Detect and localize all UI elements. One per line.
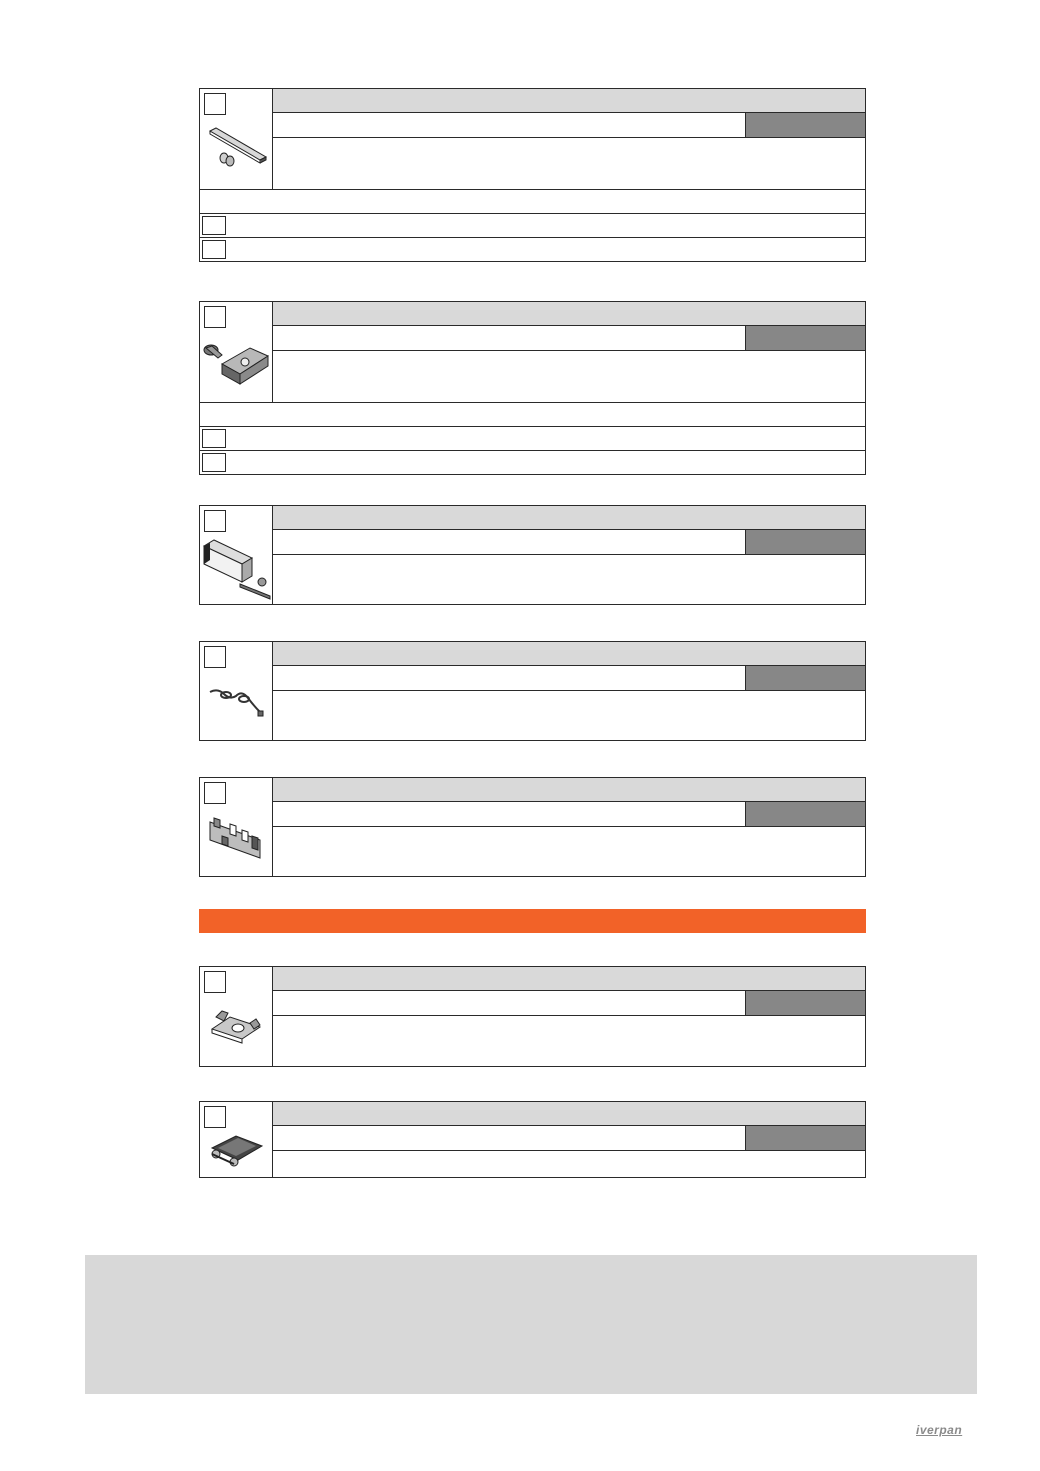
- variant-row: [200, 450, 865, 474]
- variant-header-row: [200, 189, 865, 213]
- cable-icon: [200, 642, 273, 740]
- variant-checkbox[interactable]: [202, 216, 226, 235]
- rail-profile-icon: [200, 89, 273, 189]
- variant-checkbox[interactable]: [202, 453, 226, 472]
- variant-row: [200, 237, 865, 261]
- product-code: [745, 666, 865, 690]
- product-block-1: [199, 88, 866, 262]
- variant-checkbox[interactable]: [202, 240, 226, 259]
- damper-unit-icon: [200, 302, 273, 402]
- product-code: [745, 326, 865, 350]
- product-details: [273, 1016, 865, 1066]
- product-title-row: [273, 642, 865, 666]
- product-image-6: [200, 967, 273, 1066]
- product-code: [745, 530, 865, 554]
- variant-checkbox[interactable]: [202, 429, 226, 448]
- product-title-row: [273, 1102, 865, 1126]
- product-image-2: [200, 302, 273, 402]
- product-details: [273, 827, 865, 876]
- product-image-7: [200, 1102, 273, 1177]
- product-code: [745, 1126, 865, 1150]
- product-code: [745, 991, 865, 1015]
- roller-plate-icon: [200, 1102, 273, 1177]
- product-title-row: [273, 967, 865, 991]
- product-image-4: [200, 642, 273, 740]
- product-title-row: [273, 506, 865, 530]
- product-block-5: [199, 777, 866, 877]
- product-block-3: [199, 505, 866, 605]
- product-details: [273, 138, 865, 189]
- product-block-2: [199, 301, 866, 475]
- product-details: [273, 1151, 865, 1177]
- product-description: [273, 113, 745, 137]
- product-description: [273, 991, 745, 1015]
- product-title-row: [273, 302, 865, 326]
- variant-row: [200, 426, 865, 450]
- brand-logo: iverpan: [916, 1423, 963, 1437]
- product-block-7: [199, 1101, 866, 1178]
- product-description: [273, 666, 745, 690]
- product-block-6: [199, 966, 866, 1067]
- product-title-row: [273, 89, 865, 113]
- clip-icon: [200, 967, 273, 1066]
- product-title-row: [273, 778, 865, 802]
- product-details: [273, 555, 865, 604]
- footer-notes-box: [85, 1255, 977, 1394]
- product-block-4: [199, 641, 866, 741]
- variant-row: [200, 213, 865, 237]
- bracket-icon: [200, 778, 273, 876]
- product-code: [745, 113, 865, 137]
- product-description: [273, 530, 745, 554]
- product-image-1: [200, 89, 273, 189]
- variant-header-row: [200, 402, 865, 426]
- product-code: [745, 802, 865, 826]
- product-description: [273, 326, 745, 350]
- section-header-bar: [199, 909, 866, 933]
- product-image-5: [200, 778, 273, 876]
- product-details: [273, 691, 865, 740]
- product-details: [273, 351, 865, 402]
- product-description: [273, 802, 745, 826]
- product-description: [273, 1126, 745, 1150]
- product-image-3: [200, 506, 273, 604]
- motor-module-icon: [200, 506, 273, 604]
